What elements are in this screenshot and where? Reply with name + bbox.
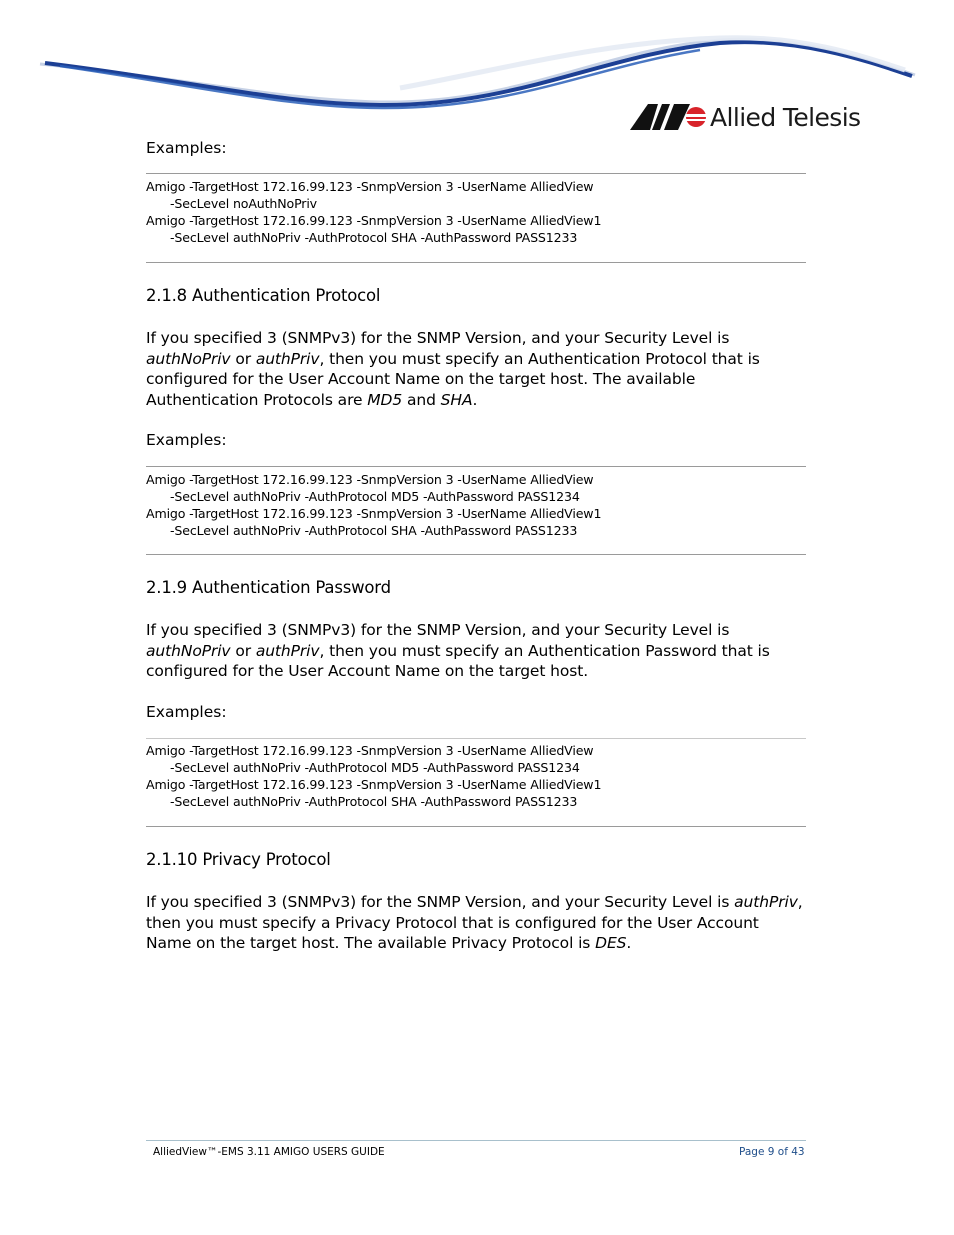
logo-mark-icon [630, 104, 706, 130]
section-paragraph: If you specified 3 (SNMPv3) for the SNMP Version, and your Security Level is authNoPriv or authPriv, then you must specify an Authentication Protocol that is configured for the User Account Name on the target host. The available Authentication Protocols are MD5 and SHA. [146, 329, 760, 409]
section-paragraph: If you specified 3 (SNMPv3) for the SNMP Version, and your Security Level is authPriv, then you must specify a Privacy Protocol that is configured for the User Account Name on the target host. The available Privacy Protocol is DES. [146, 893, 803, 952]
code-line: Amigo -TargetHost 172.16.99.123 -SnmpVersion 3 -UserName AlliedView [146, 743, 594, 758]
section-heading: 2.1.9 Authentication Password [146, 578, 391, 597]
code-line: Amigo -TargetHost 172.16.99.123 -SnmpVersion 3 -UserName AlliedView1 [146, 213, 602, 228]
divider [146, 738, 806, 739]
divider [146, 262, 806, 263]
code-line: -SecLevel authNoPriv -AuthProtocol SHA -AuthPassword PASS1233 [170, 794, 578, 809]
section-heading: 2.1.8 Authentication Protocol [146, 286, 381, 305]
code-block [146, 471, 806, 539]
examples-label: Examples: [146, 703, 227, 721]
code-line: -SecLevel authNoPriv -AuthProtocol SHA -AuthPassword PASS1233 [170, 230, 578, 245]
section-paragraph: If you specified 3 (SNMPv3) for the SNMP Version, and your Security Level is authNoPriv or authPriv, then you must specify an Authentication Password that is configured for the User Account Name on the target host. [146, 621, 770, 680]
code-block [146, 178, 806, 246]
code-line: -SecLevel noAuthNoPriv [170, 196, 317, 211]
code-line: Amigo -TargetHost 172.16.99.123 -SnmpVersion 3 -UserName AlliedView1 [146, 777, 602, 792]
code-line: Amigo -TargetHost 172.16.99.123 -SnmpVersion 3 -UserName AlliedView [146, 179, 594, 194]
code-line: -SecLevel authNoPriv -AuthProtocol MD5 -AuthPassword PASS1234 [170, 760, 580, 775]
code-line: -SecLevel authNoPriv -AuthProtocol MD5 -AuthPassword PASS1234 [170, 489, 580, 504]
allied-telesis-logo [630, 100, 865, 134]
code-line: Amigo -TargetHost 172.16.99.123 -SnmpVersion 3 -UserName AlliedView1 [146, 506, 602, 521]
footer-divider [146, 1140, 806, 1141]
divider [146, 826, 806, 827]
divider [146, 554, 806, 555]
code-block [146, 742, 806, 810]
footer-page-number: Page 9 of 43 [739, 1146, 805, 1158]
footer-document-title: AlliedView™-EMS 3.11 AMIGO USERS GUIDE [153, 1146, 385, 1158]
code-line: -SecLevel authNoPriv -AuthProtocol SHA -AuthPassword PASS1233 [170, 523, 578, 538]
section-heading: 2.1.10 Privacy Protocol [146, 850, 331, 869]
code-line: Amigo -TargetHost 172.16.99.123 -SnmpVersion 3 -UserName AlliedView [146, 472, 594, 487]
examples-label: Examples: [146, 139, 227, 157]
logo-text: Allied Telesis [710, 102, 861, 132]
examples-label: Examples: [146, 431, 227, 449]
divider [146, 173, 806, 174]
divider [146, 466, 806, 467]
